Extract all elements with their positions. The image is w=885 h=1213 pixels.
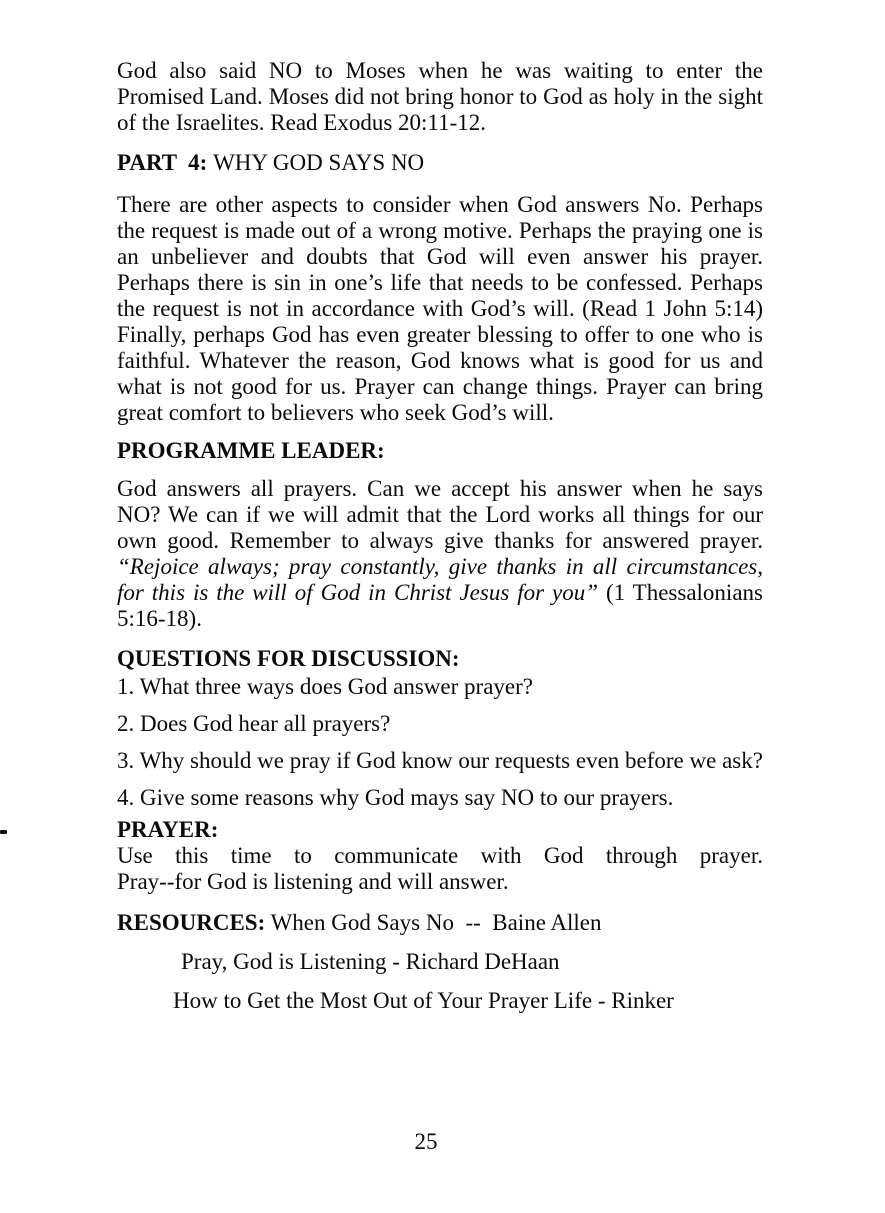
question-item-4: 4. Give some reasons why God mays say NO to our prayers.	[117, 785, 674, 810]
resources-line	[117, 910, 763, 936]
programme-leader-heading: PROGRAMME LEADER:	[117, 438, 385, 463]
resource-item-3: How to Get the Most Out of Your Prayer Life - Rinker	[173, 988, 674, 1013]
intro-paragraph: God also said NO to Moses when he was waiting to enter the Promised Land. Moses did not bring honor to God as holy in the sight of the Israelites. Read Exodus 20:11-12.	[117, 58, 763, 135]
part4-heading-label: PART 4:	[117, 150, 208, 175]
question-item-1: 1. What three ways does God answer prayer?	[117, 674, 533, 699]
prayer-body-line-2: Pray--for God is listening and will answer.	[117, 869, 509, 894]
resource-item-2: Pray, God is Listening - Richard DeHaan	[181, 949, 560, 974]
programme-leader-text-start: God answers all prayers. Can we accept his answer when he says NO? We can if we will admit that the Lord works all things for our own good. Remember to always give thanks for answered prayer.	[117, 476, 763, 553]
question-item-2: 2. Does God hear all prayers?	[117, 711, 391, 736]
prayer-body-line-1: Use this time to communicate with God through prayer.	[117, 843, 763, 868]
part4-body-paragraph: There are other aspects to consider when God answers No. Perhaps the request is made out of a wrong motive. Perhaps the praying one is an unbeliever and doubts that God will even answer his prayer. Perhaps there is sin in one’s life that needs to be confessed. Perhaps the request is not in accordance with God’s will. (Read 1 John 5:14) Finally, perhaps God has even greater blessing to offer to one who is faithful. Whatever the reason, God knows what is good for us and what is not good for us. Prayer can change things. Prayer can bring great comfort to believers who seek God’s will.	[117, 192, 763, 425]
programme-leader-paragraph	[117, 476, 763, 632]
prayer-heading: PRAYER:	[117, 817, 219, 842]
resources-label: RESOURCES:	[117, 910, 266, 935]
questions-heading: QUESTIONS FOR DISCUSSION:	[117, 646, 460, 671]
scripture-quote: “Rejoice always; pray constantly, give thanks in all circumstances, for this is the will of God in Christ Jesus for you”	[117, 554, 763, 605]
page-number: 25	[414, 1129, 438, 1154]
programme-leader-text-end: (1 Thessalonians 5:16-18).	[117, 580, 763, 631]
part4-heading	[117, 150, 763, 176]
scan-artifact-mark	[0, 830, 7, 834]
page-content	[117, 58, 763, 1014]
part4-heading-title: WHY GOD SAYS NO	[213, 150, 425, 175]
resource-item-1: When God Says No -- Baine Allen	[265, 910, 602, 935]
question-item-3: 3. Why should we pray if God know our requests even before we ask?	[117, 748, 763, 773]
